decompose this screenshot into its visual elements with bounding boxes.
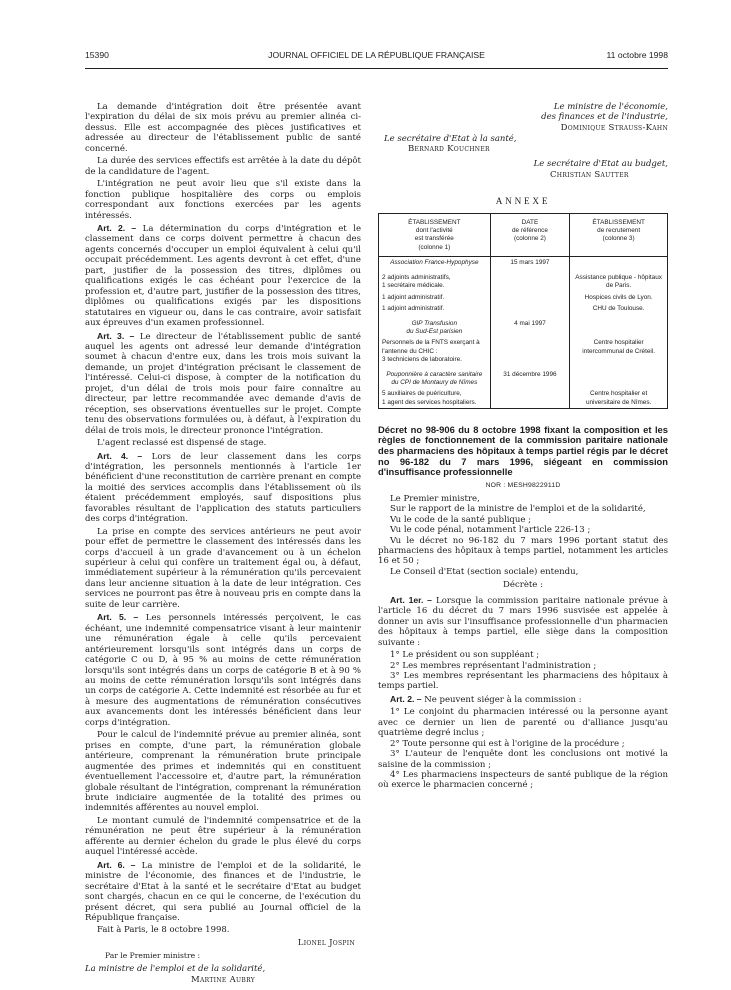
table-cell-col3: Centre hospitalier intercommunal de Créteil. — [570, 337, 668, 365]
article-text: Lors de leur classement dans les corps d'intégration, les personnels mentionnés à l'article 1er bénéficient d'une reconstitution de carrière prenant en compte la moitié des services accomplis dans l'établissement où ils étaient précédemment employés, sauf dispositions plus favorables résultant de l'application des statuts particuliers des corps d'intégration. — [85, 451, 361, 525]
table-cell-col2 — [490, 292, 570, 303]
list-item: 3° Les membres représentant les pharmaciens des hôpitaux à temps partiel. — [378, 670, 668, 692]
article-2 — [378, 694, 668, 705]
table-cell-col2 — [490, 303, 570, 314]
signature-preamble: Par le Premier ministre : — [105, 951, 201, 961]
header-line: de recrutement — [597, 227, 641, 235]
article-text: La détermination du corps d'intégration et le classement dans ce corps doivent permettre à chacun des agents concernés d'occuper un emploi équivalent à celui qu'il occupait précédemment. Les agents devront à cet effet, d'une part, justifier de la possession des titres, diplômes ou qualifications exigés le cas échéant pour l'exercice de la profession et, d'autre part, justifier de la possession des titres, diplômes ou qualifications exigés par les dispositions statutaires en vigueur ou, dans le cas contraire, avoir satisfait aux épreuves d'un examen professionnel. — [85, 223, 362, 329]
table-row — [379, 256, 668, 268]
header-line: de référence — [512, 227, 548, 235]
list-item: 2° Toute personne qui est à l'origine de la procédure ; — [390, 738, 625, 749]
header-line: (colonne 3) — [602, 235, 635, 243]
table-cell-col2 — [490, 388, 570, 408]
signatory-name: Bernard Kouchner — [408, 144, 490, 155]
article-6 — [85, 860, 361, 924]
article-1 — [378, 595, 668, 648]
signatory-name: Dominique Strauss-Kahn — [560, 122, 668, 133]
signatory-title: Le secrétaire d'Etat au budget, — [533, 159, 668, 170]
annexe-heading: ANNEXE — [495, 196, 551, 207]
visa: Vu le code de la santé publique ; — [390, 514, 532, 525]
table-cell-col2 — [490, 268, 570, 291]
article-3 — [85, 331, 361, 437]
article-text: Les personnels intéressés perçoivent, le cas échéant, une indemnité compensatrice visant à leur maintenir une rémunération égale à celle qu'ils percevaient antérieurement lorsqu'ils sont intégrés dans un corps de catégorie C ou D, à 95 % au moins de cette rémunération lorsqu'ils sont intégrés dans un corps de catégorie B et à 90 % au moins de cette rémunération lorsqu'ils sont intégrés dans un corps de catégorie A. Cette indemnité est résorbée au fur et à mesure des augmentations de rémunération consécutives aux avancements dont les intéressés bénéficient dans leur corps d'intégration. — [85, 613, 362, 728]
table-cell-col1: Pouponnière à caractère sanitaire du CPI de Montaury de Nîmes — [379, 365, 491, 388]
issue-date: 11 octobre 1998 — [606, 50, 668, 60]
table-cell-col3: Hospices civils de Lyon. — [570, 292, 668, 303]
paragraph: La prise en compte des services antérieurs ne peut avoir pour effet de permettre le classement des intéressés dans les corps d'accueil à un grade d'avancement ou à un échelon supérieur à celui qui confère un traitement égal ou, à défaut, immédiatement supérieur à la rémunération qu'ils percevaient dans leur ancienne situation à la date de leur intégration. Ces services ne pourront pas être à nouveau pris en compte dans la suite de leur carrière. — [85, 526, 362, 610]
signatory-title: des finances et de l'industrie, — [541, 112, 668, 123]
article-4 — [85, 451, 361, 525]
right-column — [378, 102, 668, 962]
table-cell-col1: Association France-Hypophyse — [379, 256, 491, 268]
paragraph: Le Premier ministre, — [390, 493, 480, 504]
table-cell-col3 — [570, 256, 668, 268]
list-item: 3° L'auteur de l'enquête dont les conclusions ont motivé la saisine de la commission ; — [378, 749, 668, 770]
list-item: 1° Le président ou son suppléant ; — [390, 650, 540, 661]
table-cell-col3: Centre hospitalier et universitaire de Nîmes. — [570, 388, 668, 408]
table-cell-col3: CHU de Toulouse. — [570, 303, 668, 314]
header-line: ÉTABLISSEMENT — [592, 219, 645, 227]
table-row — [379, 268, 668, 291]
article-label: Art. 2. – — [390, 693, 422, 704]
left-column — [85, 102, 362, 985]
table-cell-col1: 1 adjoint administratif. — [379, 292, 491, 303]
decrete-heading: Décrète : — [503, 580, 543, 591]
paragraph: L'intégration ne peut avoir lieu que s'il existe dans la fonction publique hospitalière des corps ou emplois correspondant aux fonctions exercées par les agents intéressés. — [85, 179, 361, 221]
table-row — [379, 303, 668, 314]
visa: Vu le code pénal, notamment l'article 226-13 ; — [390, 525, 591, 536]
table-cell-col2 — [490, 337, 570, 365]
table-cell-col1: GIP Transfusion du Sud-Est parisien — [379, 314, 491, 337]
article-5 — [85, 612, 361, 728]
table-row — [379, 365, 668, 388]
article-text: Ne peuvent siéger à la commission : — [424, 694, 582, 705]
table-cell-col3 — [570, 365, 668, 388]
annexe-table — [378, 213, 668, 409]
table-row — [379, 314, 668, 337]
list-item: 4° Les pharmaciens inspecteurs de santé publique de la région où exerce le pharmacien concerné ; — [378, 770, 668, 791]
table-row — [379, 292, 668, 303]
paragraph: La durée des services effectifs est arrêtée à la date du dépôt de la candidature de l'agent. — [85, 156, 361, 177]
article-text: La ministre de l'emploi et de la solidarité, le ministre de l'économie, des finances et de l'industrie, le secrétaire d'Etat à la santé et le secrétaire d'Etat au budget sont chargés, chacun en ce qui le concerne, de l'exécution du présent décret, qui sera publié au Journal officiel de la République française. — [85, 860, 361, 923]
article-label: Art. 6. – — [97, 859, 136, 870]
column-header-1 — [379, 214, 491, 257]
article-text: Lorsque la commission paritaire nationale prévue à l'article 16 du décret du 7 mars 1996 susvisée est appelée à donner un avis sur l'insuffisance professionnelle d'un pharmacien des hôpitaux à temps partiel, elle siège dans la composition suivante : — [378, 595, 669, 648]
article-text: Le directeur de l'établissement public de santé auquel les agents ont adressé leur demande d'intégration soumet à chacun d'entre eux, dans les trois mois suivant la demande, un projet d'intégration précisant le classement de l'intéressé. Celui-ci dispose, à compter de la notification du projet, d'un délai de trois mois pour faire connaître au directeur, par lettre recommandée avec demande d'avis de réception, ses observations éventuelles sur le projet. Compte tenu des observations formulées ou, à défaut, à l'expiration du délai de trois mois, le directeur prononce l'intégration. — [85, 331, 361, 436]
visa: Vu le décret no 96-182 du 7 mars 1996 portant statut des pharmaciens des hôpitaux à temps partiel, notamment les articles 16 et 50 ; — [378, 535, 668, 567]
paragraph: La demande d'intégration doit être présentée avant l'expiration du délai de six mois prévu au premier alinéa ci-dessus. Elle est accompagnée des pièces justificatives et adressée au directeur de l'établissement public de santé concerné. — [85, 102, 361, 154]
article-label: Art. 3. – — [97, 330, 135, 341]
table-cell-col2: 4 mai 1997 — [490, 314, 570, 337]
header-line: dont l'activité — [415, 227, 453, 235]
visa: Sur le rapport de la ministre de l'emploi et de la solidarité, — [390, 504, 646, 515]
header-rule — [85, 68, 668, 69]
signatory-title: Le secrétaire d'Etat à la santé, — [384, 133, 517, 144]
signatory-name: Martine Aubry — [191, 974, 255, 985]
table-cell-col2: 15 mars 1997 — [490, 256, 570, 268]
table-row — [379, 388, 668, 408]
column-header-3 — [570, 214, 668, 257]
paragraph: Le montant cumulé de l'indemnité compensatrice et de la rémunération ne peut être supérieur à la rémunération afférente au dernier échelon du grade le plus élevé du corps auquel l'intéressé accède. — [85, 815, 361, 858]
list-item: 2° Les membres représentant l'administration ; — [390, 660, 597, 671]
header-line: est transférée — [414, 235, 454, 243]
table-row — [379, 337, 668, 365]
list-item: 1° Le conjoint du pharmacien intéressé ou la personne ayant avec ce dernier un lien de parenté ou d'alliance jusqu'au quatrième degré inclus ; — [378, 707, 668, 739]
header-line: DATE — [521, 219, 539, 227]
table-cell-col2: 31 décembre 1996 — [490, 365, 570, 388]
signatory-name: Lionel Jospin — [297, 937, 355, 948]
paragraph: Pour le calcul de l'indemnité prévue au premier alinéa, sont prises en compte, d'une part, la rémunération globale antérieure, comprenant la rémunération brute principale augmentée des primes et indemnités qui en constituent éventuellement l'accessoire et, d'autre part, la rémunération globale résultant de l'intégration, comprenant la rémunération brute indiciaire augmentée de la totalité des primes ou indemnités afférentes au nouvel emploi. — [85, 730, 361, 814]
article-label: Art. 4. – — [97, 450, 143, 461]
table-cell-col3 — [570, 314, 668, 337]
article-2 — [85, 223, 361, 329]
annexe-table-body — [379, 256, 668, 408]
nor-reference: NOR : MESH9822911D — [485, 481, 561, 489]
article-label: Art. 1er. – — [390, 594, 432, 605]
table-cell-col1: 2 adjoints administratifs, 1 secrétaire médicale. — [379, 268, 491, 291]
table-cell-col3: Assistance publique - hôpitaux de Paris. — [570, 268, 668, 291]
article-label: Art. 5. – — [97, 612, 139, 623]
page-number: 15390 — [85, 50, 109, 60]
article-label: Art. 2. – — [97, 222, 137, 233]
column-header-2 — [490, 214, 570, 257]
signatory-title: La ministre de l'emploi et de la solidarité, — [85, 964, 266, 975]
table-cell-col1: 5 auxiliaires de puériculture, 1 agent des services hospitaliers. — [379, 388, 491, 408]
signature-place-date: Fait à Paris, le 8 octobre 1998. — [97, 925, 230, 936]
table-cell-col1: Personnels de la FNTS exerçant à l'antenne du CHIC : 3 techniciens de laboratoire. — [379, 337, 491, 365]
header-line: (colonne 1) — [418, 243, 451, 251]
table-cell-col1: 1 adjoint administratif. — [379, 303, 491, 314]
page-header — [85, 50, 668, 66]
table-header-row — [379, 214, 668, 257]
signatory-title: Le ministre de l'économie, — [553, 102, 668, 112]
header-line: (colonne 2) — [513, 235, 546, 243]
signatory-name: Christian Sautter — [550, 169, 629, 180]
decree-title: Décret no 98-906 du 8 octobre 1998 fixant la composition et les règles de fonctionnement de la commission paritaire nationale des pharmaciens des hôpitaux à temps partiel régis par le décret no 96-182 du 7 mars 1996, siégeant en commission d'insuffisance professionnelle — [378, 423, 668, 478]
paragraph: L'agent reclassé est dispensé de stage. — [97, 438, 267, 449]
header-line: ÉTABLISSEMENT — [408, 219, 461, 227]
journal-title: JOURNAL OFFICIEL DE LA RÉPUBLIQUE FRANÇAISE — [268, 50, 485, 60]
visa: Le Conseil d'Etat (section sociale) entendu, — [390, 566, 579, 577]
